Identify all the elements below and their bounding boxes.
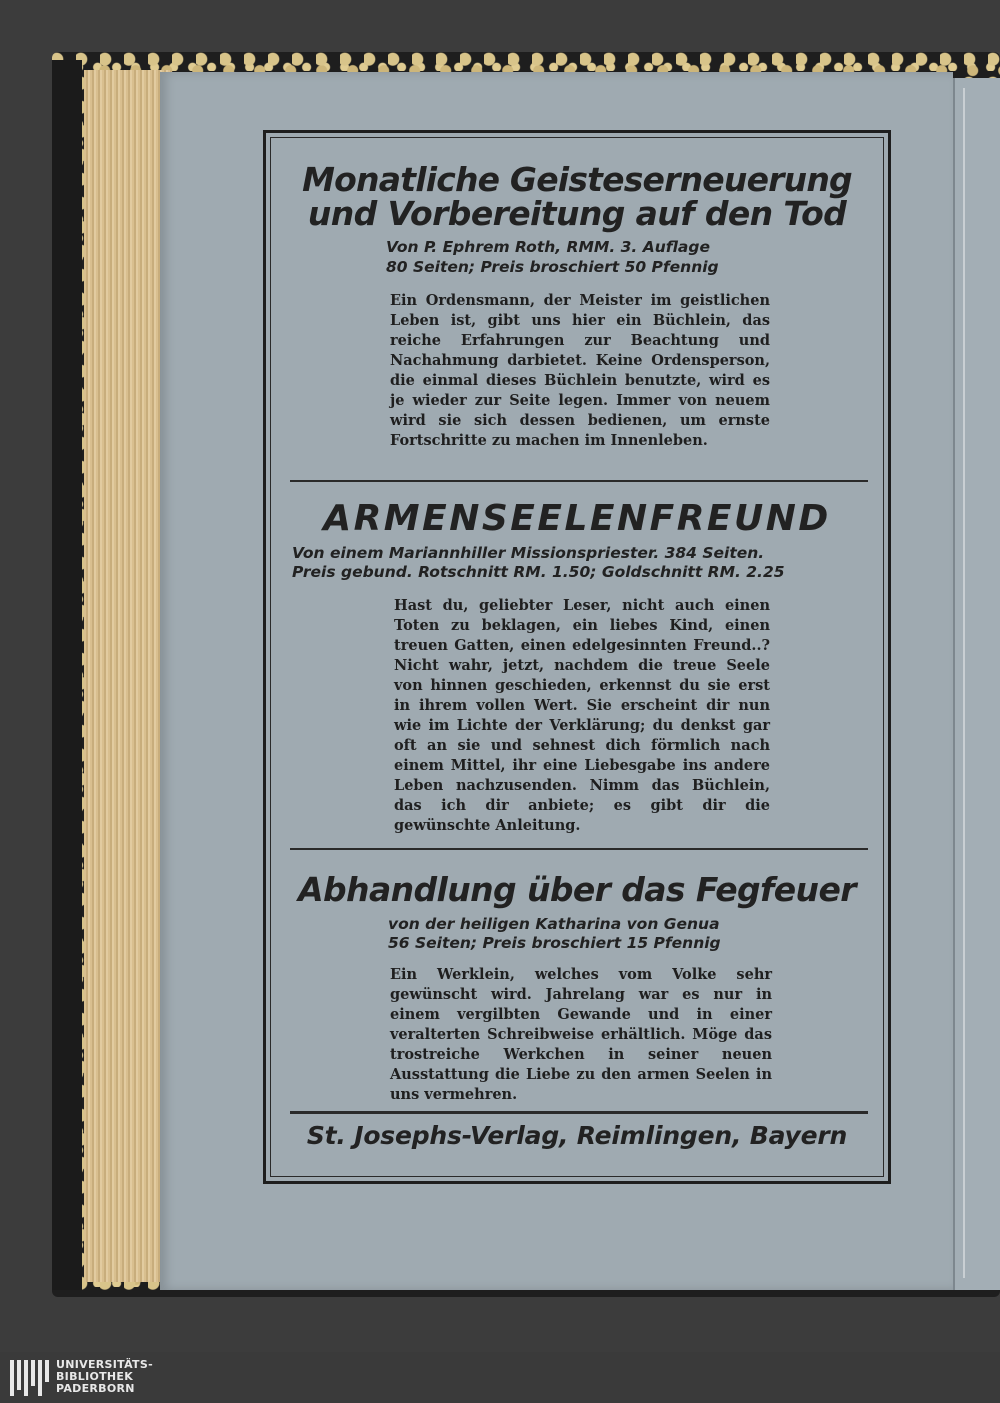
book-spine: [52, 60, 82, 1290]
ad3-subtitle-line1: von der heiligen Katharina von Genua: [388, 914, 720, 933]
ad1-subtitle-line2: 80 Seiten; Preis broschiert 50 Pfennig: [386, 257, 719, 276]
advertisement-frame: [263, 130, 891, 1184]
ad3-description: Ein Werklein, welches vom Volke sehr gewünscht wird. Jahrelang war es nur in einem vergilbten Gewande und in einer veralterten Schreibweise erhältlich. Möge das trostreiche Werkchen in seiner neuen Ausstattung die Liebe zu den armen Seelen in uns vermehren.: [390, 966, 772, 1104]
next-page-edge: [953, 78, 1000, 1290]
ad1-title-line2: und Vorbereitung auf den Tod: [307, 193, 847, 233]
ad1-title-line1: Monatliche Geisteserneuerung: [302, 160, 852, 199]
ad2-description: Hast du, geliebter Leser, nicht auch einen Toten zu beklagen, ein liebes Kind, einen treuen Gatten, einen edelgesinnten Freund..? Nicht wahr, jetzt, nachdem die treue Seele von hinnen geschieden, erkennst du sie erst in ihrem vollen Wert. Sie erscheint dir nun wie im Lichte der Verklärung; du denkst gar oft an sie und sehnest dich förmlich nach einem Mittel, ihr eine Liebesgabe ins andere Leben nachzusenden. Nimm das Büchlein, das ich dir anbiete; es gibt dir die gewünschte Anleitung.: [394, 597, 770, 835]
divider-2: [290, 848, 868, 850]
divider-1: [290, 480, 868, 482]
ad1-subtitle-line1: Von P. Ephrem Roth, RMM. 3. Auflage: [386, 238, 710, 257]
page-edges: [84, 70, 172, 1282]
divider-3: [290, 1111, 868, 1114]
ad2-title: ARMENSEELENFREUND: [323, 498, 831, 539]
ad-abhandlung-fegfeuer: [266, 870, 888, 1105]
ad2-subtitle-line2: Preis gebund. Rotschnitt RM. 1.50; Goldschnitt RM. 2.25: [292, 563, 785, 582]
library-logo-icon: [10, 1360, 50, 1396]
ad1-description: Ein Ordensmann, der Meister im geistlichen Leben ist, gibt uns hier ein Büchlein, das reiche Erfahrungen zur Beachtung und Nachahmung darbietet. Keine Ordensperson, die einmal dieses Büchlein benutzte, wird es je wieder zur Seite legen. Immer von neuem wird sie sich dessen bedienen, um ernste Fortschritte zu machen im Innenleben.: [390, 292, 770, 450]
ad3-title: Abhandlung über das Fegfeuer: [298, 870, 856, 909]
ad-monatliche-geisteserneuerung: [266, 160, 888, 451]
library-name: UNIVERSITÄTS- BIBLIOTHEK PADERBORN: [56, 1358, 153, 1395]
publisher-footer: [266, 1123, 888, 1149]
library-footer: [0, 1352, 1000, 1403]
ad2-subtitle-line1: Von einem Mariannhiller Missionspriester. 384 Seiten.: [292, 543, 765, 562]
ad-armenseelenfreund: [266, 498, 888, 836]
publisher-name: St. Josephs-Verlag, Reimlingen, Bayern: [306, 1121, 848, 1150]
ad3-subtitle-line2: 56 Seiten; Preis broschiert 15 Pfennig: [388, 934, 721, 953]
